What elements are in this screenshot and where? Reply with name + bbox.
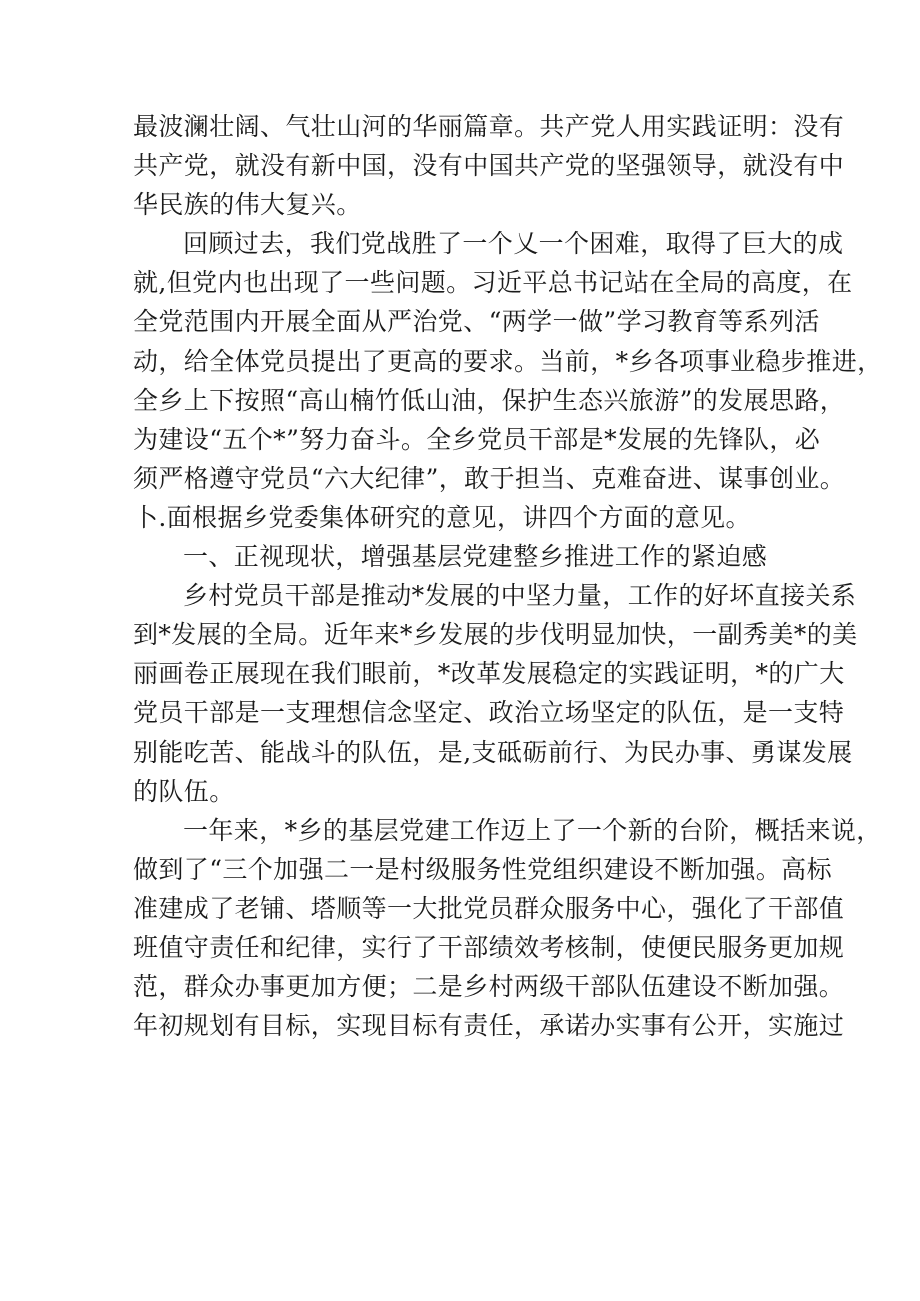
text-line: 华民族的伟大复兴。	[133, 190, 362, 220]
text-line: 党员干部是一支理想信念坚定、政治立场坚定的队伍，是一支特	[133, 698, 845, 728]
text-line: 准建成了老铺、塔顺等一大批党员群众服务中心，强化了干部值	[133, 893, 845, 923]
text-line: 卜.面根据乡党委集体研究的意见，讲四个方面的意见。	[133, 502, 751, 532]
section-heading-one	[133, 537, 797, 576]
text-line: 丽画卷正展现在我们眼前，*改革发展稳定的实践证明，*的广大	[133, 659, 845, 689]
document-body	[133, 107, 883, 1045]
text-line: 回顾过去，我们党战胜了一个乂一个困难，取得了巨大的成	[183, 229, 844, 259]
text-line: 乡村党员干部是推动*发展的中坚力量，工作的好坏直接关系	[183, 581, 857, 611]
text-line: 做到了“三个加强二一是村级服务性党组织建设不断加强。高标	[133, 854, 832, 884]
paragraph-intro-continued	[133, 107, 845, 224]
text-line: 全乡上下按照“高山楠竹低山油，保护生态兴旅游”的发展思路，	[133, 385, 846, 415]
text-line: 共产党，就没有新中国，没有中国共产党的坚强领导，就没有中	[133, 151, 845, 181]
paragraph-past-year	[133, 811, 882, 1046]
paragraph-review-past	[133, 224, 883, 537]
text-line: 须严格遵守党员“六大纪律”，敢于担当、克难奋进、谋事创业。	[133, 463, 846, 493]
text-line: 范，群众办事更加方便；二是乡村两级干部队伍建设不断加强。	[133, 972, 845, 1002]
paragraph-village-cadres	[133, 576, 858, 811]
text-line: 别能吃苦、能战斗的队伍，是,支砥砺前行、为民办事、勇谋发展	[133, 737, 853, 767]
text-line: 到*发展的全局。近年来*乡发展的步伐明显加快，一副秀美*的美	[133, 620, 858, 650]
text-line: 就,但党内也出现了一些问题。习近平总书记站在全局的高度，在	[133, 268, 853, 298]
text-line: 全党范围内开展全面从严治党、“两学一做”学习教育等系列活	[133, 307, 820, 337]
text-line: 一年来，*乡的基层党建工作迈上了一个新的台阶，概括来说，	[183, 815, 882, 845]
text-line: 动，给全体党员提出了更高的要求。当前，*乡各项事业稳步推进，	[133, 346, 883, 376]
heading-line: 一、正视现状，增强基层党建整乡推进工作的紧迫感	[183, 542, 768, 572]
text-line: 最波澜壮阔、气壮山河的华丽篇章。共产党人用实践证明：没有	[133, 112, 845, 141]
text-line: 的队伍。	[133, 776, 235, 806]
text-line: 为建设“五个*”努力奋斗。全乡党员干部是*发展的先锋队，必	[133, 424, 821, 454]
text-line: 年初规划有目标，实现目标有责任，承诺办实事有公开，实施过	[133, 1011, 845, 1041]
text-line: 班值守责任和纪律，实行了干部绩效考核制，使便民服务更加规	[133, 932, 845, 962]
